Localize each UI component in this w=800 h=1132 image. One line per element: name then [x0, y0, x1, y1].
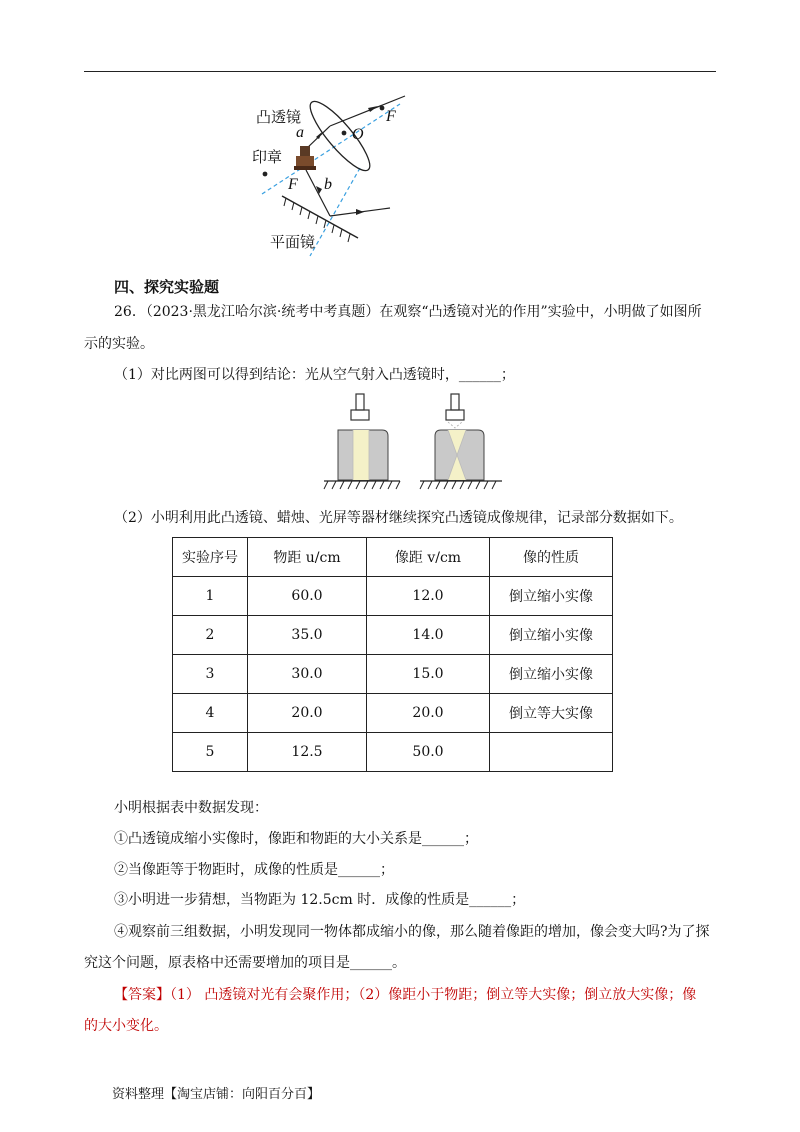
ray-a-label: a [296, 124, 304, 141]
question-line-2: 示的实验。 [84, 336, 154, 352]
table-cell: 倒立缩小实像 [490, 655, 613, 694]
finding-question-3: ③小明进一步猜想，当物距为 12.5cm 时．成像的性质是______； [114, 892, 526, 908]
table-cell: 倒立缩小实像 [490, 577, 613, 616]
finding-question-4-line-2: 究这个问题，原表格中还需要增加的项目是______。 [84, 955, 406, 971]
lens-experiment-diagram [320, 390, 510, 494]
table-row [173, 655, 613, 694]
table-row [173, 616, 613, 655]
finding-question-2: ②当像距等于物距时，成像的性质是______； [114, 862, 394, 878]
table-header-cell: 实验序号 [173, 538, 248, 577]
header-rule [84, 71, 716, 72]
finding-question-1: ①凸透镜成缩小实像时，像距和物距的大小关系是______； [114, 831, 478, 847]
table-header-row [173, 538, 613, 577]
table-cell: 30.0 [248, 655, 367, 694]
answer-line-1: 【答案】（1） 凸透镜对光有会聚作用；（2）像距小于物距；倒立等大实像；倒立放大实像；像 [114, 987, 697, 1003]
footer-text: 资料整理【淘宝店铺：向阳百分百】 [112, 1087, 321, 1102]
focal-right-label: F [386, 108, 396, 125]
table-cell: 倒立等大实像 [490, 694, 613, 733]
table-cell: 5 [173, 733, 248, 772]
question-part-1: （1）对比两图可以得到结论：光从空气射入凸透镜时，______； [114, 367, 515, 383]
table-cell: 20.0 [248, 694, 367, 733]
question-line-1: 26．（2023·黑龙江哈尔滨·统考中考真题）在观察“凸透镜对光的作用”实验中，小明做了如图所 [114, 304, 702, 320]
lens-label: 凸透镜 [256, 108, 302, 126]
answer-line-2: 的大小变化。 [84, 1018, 168, 1034]
table-row [173, 694, 613, 733]
focal-left-label: F [288, 176, 298, 193]
finding-question-4-line-1: ④观察前三组数据，小明发现同一物体都成缩小的像，那么随着像距的增加，像会变大吗?为了探 [114, 924, 710, 940]
table-header-cell: 像距 v/cm [367, 538, 490, 577]
table-cell: 3 [173, 655, 248, 694]
table-cell: 50.0 [367, 733, 490, 772]
table-row [173, 733, 613, 772]
table-cell: 倒立缩小实像 [490, 616, 613, 655]
table-cell: 60.0 [248, 577, 367, 616]
table-cell: 4 [173, 694, 248, 733]
table-cell: 14.0 [367, 616, 490, 655]
data-table [172, 537, 613, 772]
table-cell: 12.0 [367, 577, 490, 616]
ray-b-label: b [324, 176, 332, 193]
table-cell: 2 [173, 616, 248, 655]
table-cell: 12.5 [248, 733, 367, 772]
mirror-label: 平面镜 [270, 233, 316, 251]
table-cell: 20.0 [367, 694, 490, 733]
table-cell [490, 733, 613, 772]
optical-center-label: O [352, 126, 364, 143]
table-header-cell: 像的性质 [490, 538, 613, 577]
lens-mirror-figure [240, 88, 420, 258]
table-header-cell: 物距 u/cm [248, 538, 367, 577]
lens-experiment-figure [320, 390, 510, 494]
table-cell: 15.0 [367, 655, 490, 694]
table-row [173, 577, 613, 616]
table-cell: 35.0 [248, 616, 367, 655]
stamp-label: 印章 [252, 148, 283, 166]
table-cell: 1 [173, 577, 248, 616]
findings-intro: 小明根据表中数据发现： [114, 800, 268, 816]
question-part-2: （2）小明利用此凸透镜、蜡烛、光屏等器材继续探究凸透镜成像规律，记录部分数据如下。 [114, 510, 683, 526]
section-title: 四、探究实验题 [114, 278, 220, 296]
